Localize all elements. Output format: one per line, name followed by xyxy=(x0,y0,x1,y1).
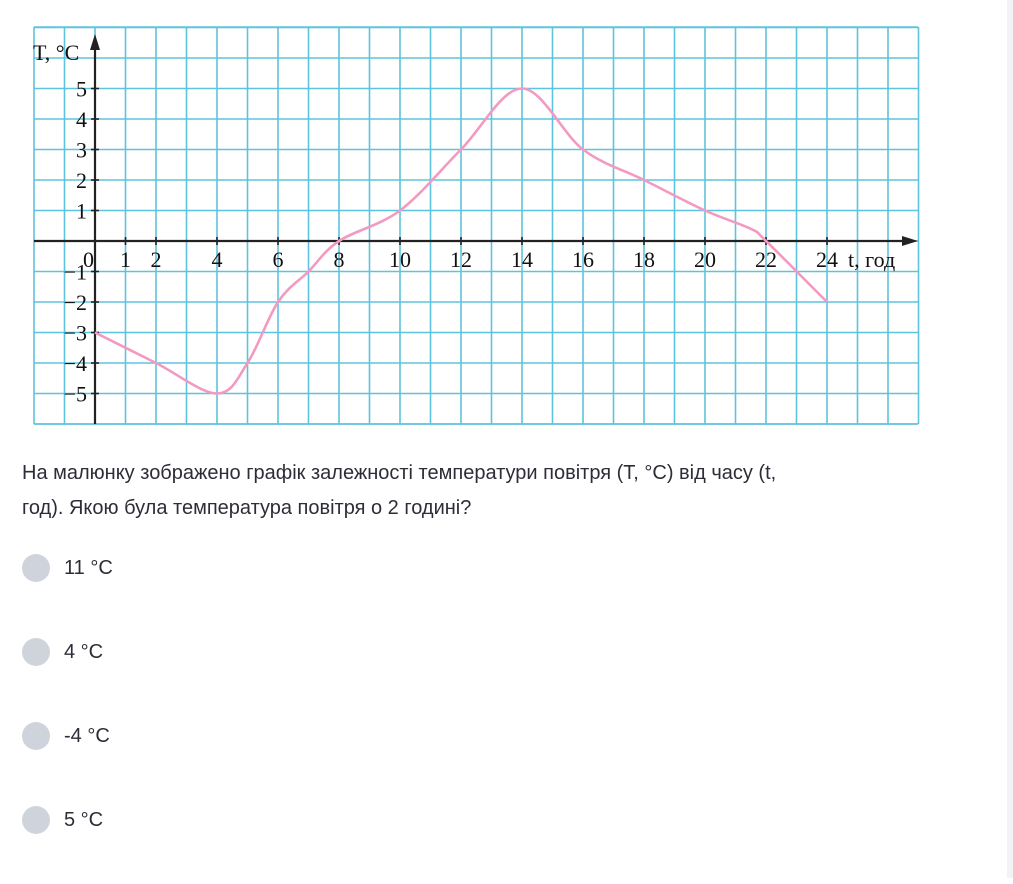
y-axis-label: T, °C xyxy=(33,40,80,65)
y-tick-label: 2 xyxy=(76,168,87,193)
answer-label: 11 °C xyxy=(64,556,113,579)
chart-svg xyxy=(0,0,1013,440)
answer-option[interactable] xyxy=(22,548,622,588)
question-line-1: На малюнку зображено графік залежності температури повітря (T, °C) від часу (t, xyxy=(22,462,777,484)
y-tick-label: −3 xyxy=(63,320,87,346)
x-tick-label: 1 xyxy=(120,247,131,272)
answer-label: 4 °C xyxy=(64,640,104,663)
question-line-2: год). Якою була температура повітря о 2 годині? xyxy=(22,497,472,519)
x-tick-label: 14 xyxy=(511,247,533,272)
scrollbar-track[interactable] xyxy=(1007,0,1013,878)
y-tick-label: 4 xyxy=(76,107,87,132)
answer-label: -4 °C xyxy=(64,724,110,747)
y-tick-label: 5 xyxy=(76,76,87,102)
x-tick-label: 0 xyxy=(83,247,94,272)
radio-button[interactable] xyxy=(22,638,50,666)
temperature-chart xyxy=(0,0,1013,440)
x-tick-label: 8 xyxy=(333,247,345,272)
x-tick-label: 16 xyxy=(572,247,594,272)
x-tick-label: 6 xyxy=(272,247,284,272)
x-tick-label: 4 xyxy=(211,247,223,272)
radio-button[interactable] xyxy=(22,806,50,834)
y-tick-label: −5 xyxy=(63,381,87,407)
x-axis-arrow xyxy=(902,236,918,246)
y-axis-arrow xyxy=(90,34,100,50)
x-axis-label: t, год xyxy=(848,247,896,272)
x-tick-label: 24 xyxy=(816,247,838,272)
y-tick-label: 1 xyxy=(76,198,87,224)
y-tick-label: −2 xyxy=(63,290,87,315)
x-tick-label: 10 xyxy=(389,247,411,272)
x-tick-label: 22 xyxy=(755,247,777,272)
answer-option[interactable] xyxy=(22,716,622,756)
answer-label: 5 °C xyxy=(64,808,104,831)
y-tick-label: 3 xyxy=(76,137,87,163)
answer-options xyxy=(22,548,622,884)
answer-option[interactable] xyxy=(22,632,622,672)
x-tick-label: 20 xyxy=(694,247,716,272)
y-tick-label: −1 xyxy=(63,259,87,285)
x-tick-label: 18 xyxy=(633,247,655,272)
radio-button[interactable] xyxy=(22,722,50,750)
x-tick-label: 12 xyxy=(450,247,472,272)
y-tick-label: −4 xyxy=(63,351,87,376)
answer-option[interactable] xyxy=(22,800,622,840)
radio-button[interactable] xyxy=(22,554,50,582)
x-tick-label: 2 xyxy=(150,247,162,272)
question-text xyxy=(22,456,982,526)
